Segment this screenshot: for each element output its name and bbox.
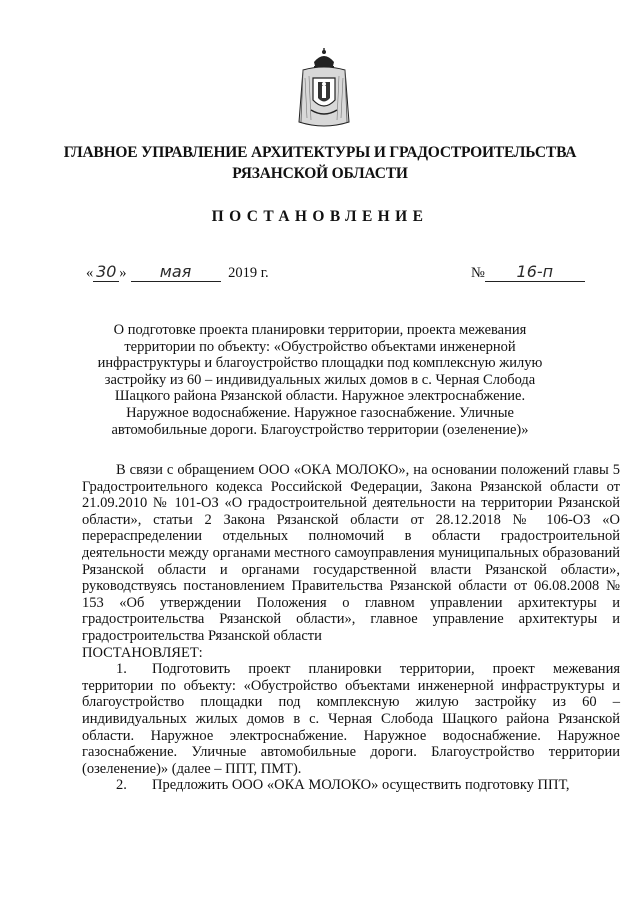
number-label: № bbox=[471, 265, 485, 281]
organization-title-line2: РЯЗАНСКОЙ ОБЛАСТИ bbox=[232, 165, 408, 182]
date-year: 2019 г. bbox=[228, 265, 269, 281]
document-number bbox=[471, 262, 585, 282]
date-month: мая bbox=[131, 262, 221, 282]
preamble-paragraph: В связи с обращением ООО «ОКА МОЛОКО», на основании положений главы 5 Градостроительного кодекса Российской Федерации, Закона Рязанской области от 21.09.2010 № 101-ОЗ «О градостроительной деятельности на территории Рязанской области», статьи 2 Закона Рязанской области от 28.12.2018 № 106-ОЗ «О перераспределении отдельных полномочий в области градостроительной деятельности между органами местного самоуправления муниципальных образований Рязанской области и органами государственной власти Рязанской области», руководствуясь постановлением Правительства Рязанской области от 06.08.2008 № 153 «Об утверждении Положения о главном управлении архитектуры и градостроительства Рязанской области», главное управление архитектуры и градостроительства Рязанской области bbox=[82, 462, 620, 644]
item-number: 2. bbox=[116, 777, 127, 794]
document-date bbox=[86, 262, 269, 282]
decree-word: ПОСТАНОВЛЯЕТ: bbox=[82, 644, 203, 661]
organization-title-line1: ГЛАВНОЕ УПРАВЛЕНИЕ АРХИТЕКТУРЫ И ГРАДОСТРОИТЕЛЬСТВА bbox=[63, 144, 577, 161]
list-item bbox=[82, 661, 620, 777]
document-subject: О подготовке проекта планировки территории, проекта межевания территории по объекту: «Обустройство объектами инженерной инфраструктуры и благоустройство площадки под комплексную жилую застройку из 60 – индивидуальных жилых домов в с. Черная Слобода Шацкого района Рязанской области. Наружное электроснабжение. Наружное водоснабжение. Наружное газоснабжение. Уличные автомобильные дороги. Благоустройство территории (озеленение)» bbox=[97, 322, 543, 438]
date-open-quote: « bbox=[86, 265, 94, 281]
item-text: Предложить ООО «ОКА МОЛОКО» осуществить подготовку ППТ, bbox=[152, 777, 570, 794]
organization-title bbox=[40, 142, 600, 184]
item-number: 1. bbox=[116, 661, 127, 678]
document-type: ПОСТАНОВЛЕНИЕ bbox=[211, 208, 429, 225]
date-close-quote: » bbox=[119, 265, 127, 281]
list-item bbox=[82, 777, 620, 794]
document-body bbox=[82, 462, 620, 794]
date-day: 30 bbox=[93, 262, 119, 282]
coat-of-arms-icon bbox=[297, 48, 351, 130]
number-value: 16-п bbox=[485, 262, 585, 282]
item-text: Подготовить проект планировки территории, проект межевания территории по объекту: «Обустройство объектами инженерной инфраструктуры и благоустройство площадки под комплексную жилую застройку из 60 – индивидуальных жилых домов в с. Черная Слобода Шацкого района Рязанской области. Наружное электроснабжение. Наружное водоснабжение. Наружное газоснабжение. Уличные автомобильные дороги. Благоустройство территории (озеленение)» (далее – ППТ, ПМТ). bbox=[82, 661, 620, 777]
